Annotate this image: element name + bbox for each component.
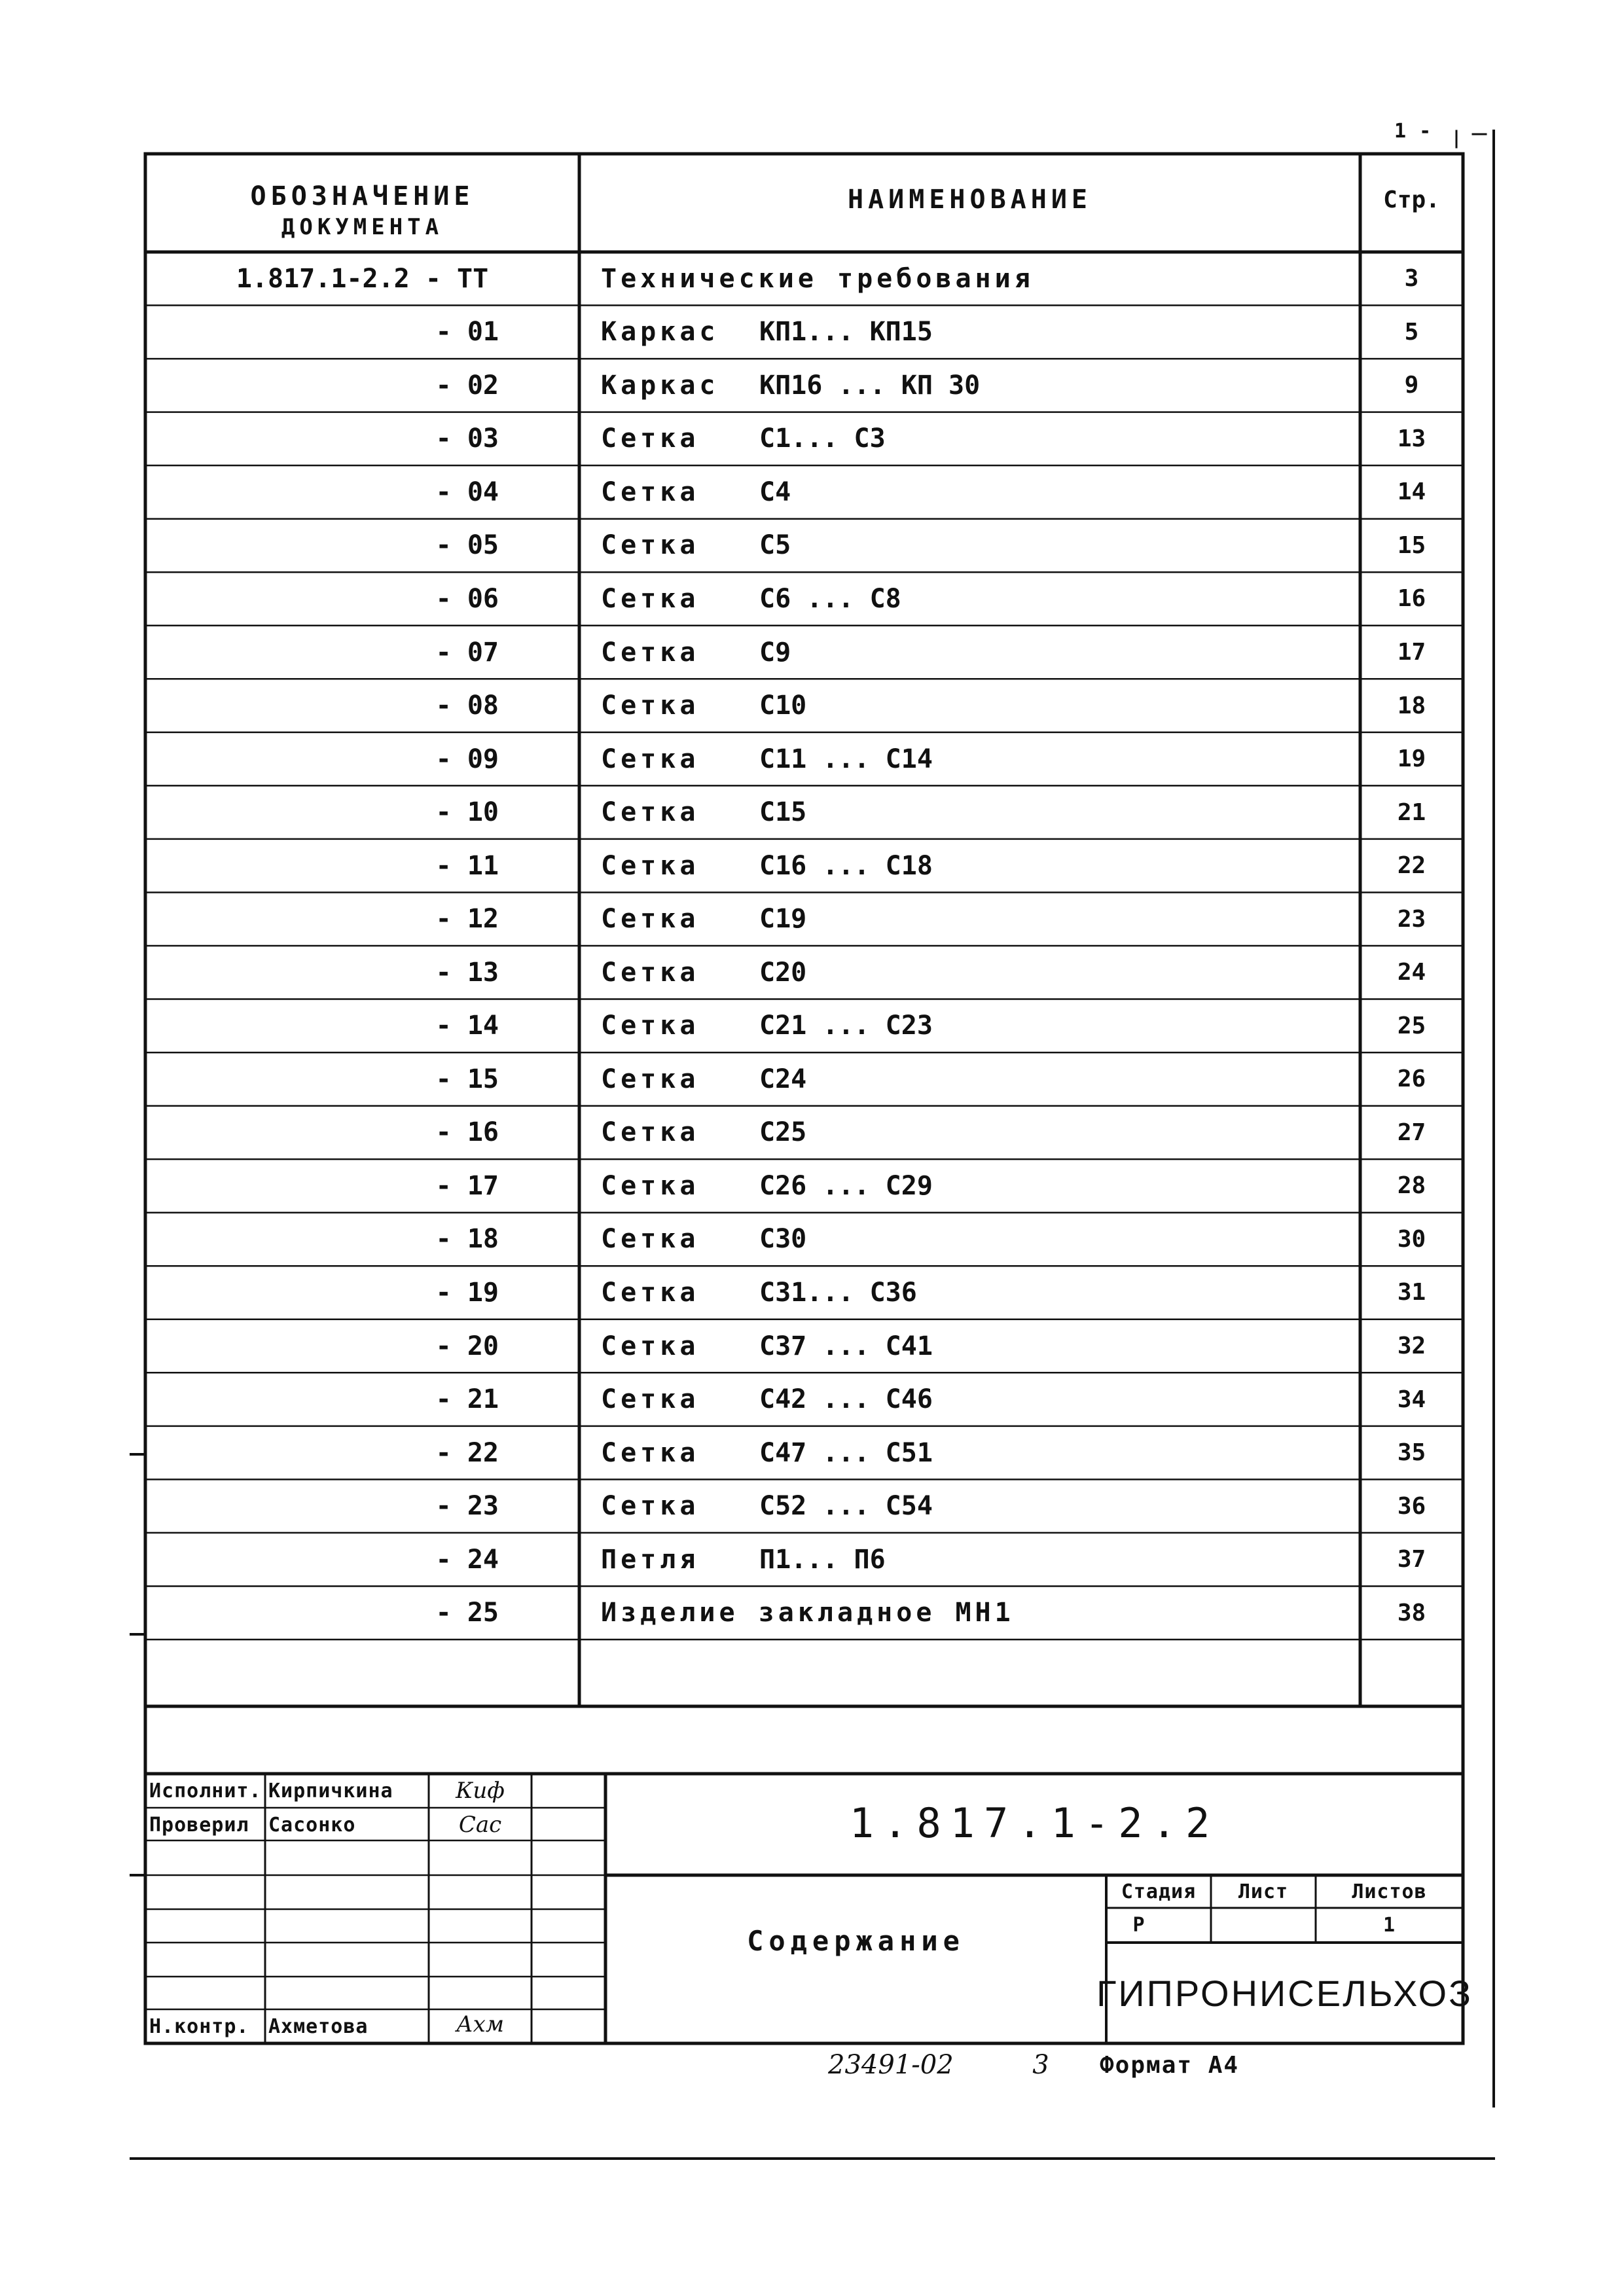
row-range: С16 ... С18 [759,850,933,881]
sheets-label: Листов [1352,1880,1427,1903]
row-page: 19 [1397,745,1426,773]
row-range: С42 ... С46 [759,1384,933,1415]
document-title: Содержание [747,1924,965,1957]
row-title: Сетка [601,1117,700,1148]
row-page: 16 [1397,585,1426,613]
row-page: 28 [1397,1172,1426,1200]
row-page: 14 [1397,478,1426,506]
row-designation: - 22 [435,1437,499,1468]
document-code: 1.817.1-2.2 [849,1799,1219,1847]
row-range: С26 ... С29 [759,1170,933,1201]
row-range: С30 [759,1224,807,1255]
row-range: С20 [759,957,807,988]
row-designation: - 21 [435,1384,499,1415]
organization-name: ГИПРОНИСЕЛЬХОЗ [1096,1972,1473,2014]
row-range: С11 ... С14 [759,744,933,774]
row-page: 35 [1397,1439,1426,1467]
row-range: С4 [759,476,791,507]
signature-executor: Киф [456,1778,505,1804]
row-title: Каркас [601,317,719,348]
row-designation: - 06 [435,583,499,614]
row-title: Каркас [601,370,719,401]
row-range: П1... П6 [759,1544,886,1575]
row-range: С19 [759,904,807,935]
row-page: 26 [1397,1066,1426,1093]
row-page: 36 [1397,1492,1426,1520]
row-range: С10 [759,691,807,721]
row-designation: - 15 [435,1064,499,1094]
row-title: Сетка [601,1224,700,1255]
row-title: Сетка [601,1170,700,1201]
row-designation: - 25 [435,1598,499,1628]
row-page: 32 [1397,1333,1426,1360]
row-designation: - 01 [435,317,499,348]
row-designation: - 10 [435,797,499,828]
row-designation: - 16 [435,1117,499,1148]
row-range: С52 ... С54 [759,1491,933,1522]
row-title: Сетка [601,691,700,721]
sheet-label: Лист [1238,1880,1289,1903]
row-page: 9 [1404,372,1419,399]
row-page: 38 [1397,1599,1426,1626]
signature-checker: Сас [458,1812,502,1838]
row-title: Сетка [601,423,700,454]
role-checker: Проверил [149,1813,249,1837]
row-page: 21 [1397,798,1426,826]
row-page: 37 [1397,1546,1426,1573]
row-range: С9 [759,637,791,668]
row-designation: - 08 [435,691,499,721]
inventory-number: 23491-02 [828,2050,954,2080]
row-page: 5 [1404,318,1419,346]
row-range: С25 [759,1117,807,1148]
row-page: 23 [1397,905,1426,933]
row-page: 18 [1397,692,1426,719]
row-title: Сетка [601,1437,700,1468]
row-page: 17 [1397,639,1426,666]
row-designation: - 18 [435,1224,499,1255]
row-designation: - 19 [435,1277,499,1308]
row-title: Сетка [601,904,700,935]
row-designation: - 05 [435,530,499,561]
row-page: 3 [1404,265,1419,293]
row-range: С15 [759,797,807,828]
row-page: 34 [1397,1386,1426,1413]
row-designation: - 17 [435,1170,499,1201]
row-title: Сетка [601,1384,700,1415]
role-executor: Исполнит. [149,1779,262,1803]
row-range: С5 [759,530,791,561]
row-designation: - 23 [435,1491,499,1522]
row-designation: - 03 [435,423,499,454]
row-range: С24 [759,1064,807,1094]
row-designation: - 12 [435,904,499,935]
stage-label: Стадия [1121,1880,1197,1903]
header-designation-sub: ДОКУМЕНТА [281,214,444,240]
row-designation: - 24 [435,1544,499,1575]
row-title: Сетка [601,957,700,988]
row-title: Сетка [601,583,700,614]
row-title: Сетка [601,850,700,881]
row-title: Сетка [601,1011,700,1041]
row-designation: 1.817.1-2.2 - ТТ [236,263,489,294]
row-range: С6 ... С8 [759,583,901,614]
corner-mark: 1 - [1394,119,1432,143]
row-page: 30 [1397,1225,1426,1253]
signature-norm-control: Ахм [456,2011,505,2037]
format-label: Формат А4 [1100,2051,1240,2079]
role-norm-control: Н.контр. [149,2015,249,2038]
row-page: 13 [1397,425,1426,452]
row-page: 22 [1397,852,1426,880]
header-name: НАИМЕНОВАНИЕ [848,185,1092,215]
row-range: КП16 ... КП 30 [759,370,981,401]
sheet-value [1211,1909,1316,1941]
row-range: С1... С3 [759,423,886,454]
person-checker: Сасонко [268,1813,356,1837]
row-page: 25 [1397,1012,1426,1039]
row-title: Сетка [601,1491,700,1522]
person-executor: Кирпичкина [268,1779,393,1803]
row-range: С47 ... С51 [759,1437,933,1468]
row-designation: - 04 [435,476,499,507]
row-title: Изделие закладное МН1 [601,1598,1015,1628]
row-range: С31... С36 [759,1277,917,1308]
row-title: Сетка [601,476,700,507]
row-title: Сетка [601,797,700,828]
footer-page-number: 3 [1032,2050,1049,2080]
row-designation: - 14 [435,1011,499,1041]
header-designation: ОБОЗНАЧЕНИЕ [250,181,475,211]
row-title: Сетка [601,637,700,668]
row-designation: - 07 [435,637,499,668]
row-title: Сетка [601,744,700,774]
row-designation: - 20 [435,1331,499,1361]
row-designation: - 13 [435,957,499,988]
header-page: Стр. [1383,186,1440,213]
row-designation: - 09 [435,744,499,774]
row-title: Сетка [601,1331,700,1361]
stage-value: Р [1132,1913,1146,1937]
row-page: 24 [1397,959,1426,986]
row-designation: - 02 [435,370,499,401]
row-title: Петля [601,1544,700,1575]
row-title: Технические требования [601,263,1034,294]
row-title: Сетка [601,530,700,561]
row-designation: - 11 [435,850,499,881]
row-title: Сетка [601,1277,700,1308]
row-page: 15 [1397,531,1426,559]
row-page: 31 [1397,1279,1426,1306]
person-norm-control: Ахметова [268,2015,369,2038]
row-page: 27 [1397,1119,1426,1146]
row-range: С21 ... С23 [759,1011,933,1041]
row-range: С37 ... С41 [759,1331,933,1361]
row-range: КП1... КП15 [759,317,933,348]
row-title: Сетка [601,1064,700,1094]
sheets-value: 1 [1382,1913,1396,1937]
